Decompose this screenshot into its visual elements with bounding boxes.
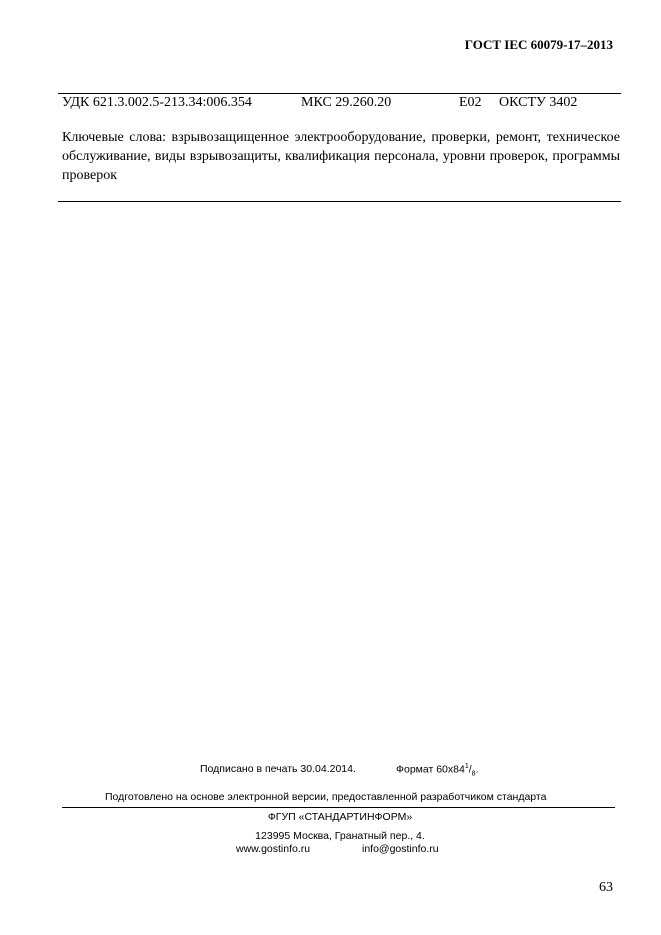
prepared-note: Подготовлено на основе электронной версии, предоставленной разработчиком стандарта (105, 791, 547, 803)
signed-date: Подписано в печать 30.04.2014. (200, 763, 356, 775)
publisher-email: info@gostinfo.ru (362, 843, 439, 855)
format-suffix: . (475, 763, 479, 776)
group-code: E02 (459, 95, 482, 110)
document-header-standard: ГОСТ IEC 60079-17–2013 (464, 37, 613, 52)
imprint-divider (62, 807, 615, 808)
keywords-paragraph: Ключевые слова: взрывозащищенное электрооборудование, проверки, ремонт, техническое обслуживание, виды взрывозащиты, квалификация персонала, уровни проверок, программы проверок (62, 130, 620, 183)
publisher-name: ФГУП «СТАНДАРТИНФОРМ» (267, 811, 413, 823)
keywords-divider (58, 201, 621, 202)
udk-code: УДК 621.3.002.5-213.34:006.354 (62, 95, 252, 110)
format-denominator: 8 (471, 770, 476, 778)
okstu-code: ОКСТУ 3402 (499, 95, 578, 110)
publisher-address: 123995 Москва, Гранатный пер., 4. (255, 830, 425, 842)
format-numerator: 1 (464, 763, 469, 770)
format-prefix: Формат 60x84 (396, 763, 465, 776)
publisher-website: www.gostinfo.ru (236, 843, 311, 855)
paper-format: Формат $60x84^1/_8$. (396, 763, 479, 778)
page-number: 63 (599, 880, 613, 895)
mks-code: МКС 29.260.20 (301, 95, 392, 110)
top-divider (58, 93, 621, 94)
